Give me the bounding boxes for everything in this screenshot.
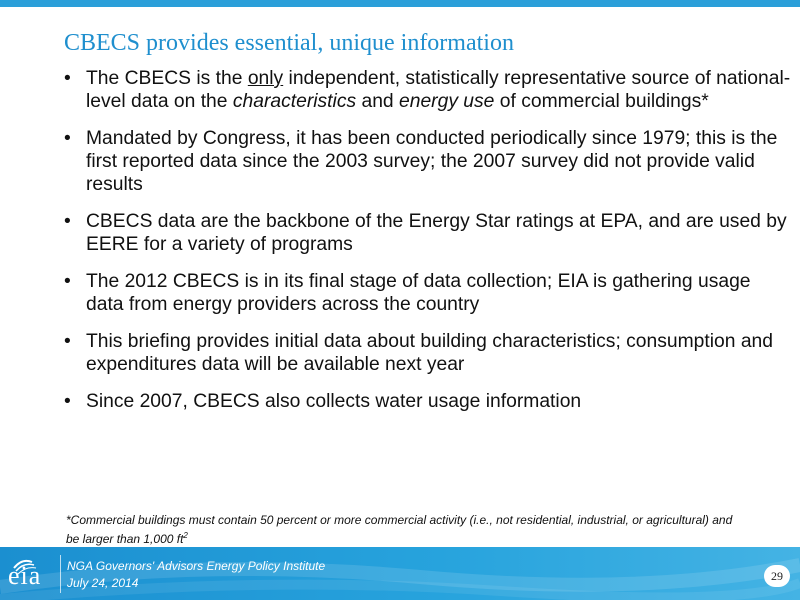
footer-pattern: [0, 547, 800, 600]
bullet-list: [62, 67, 792, 427]
bullet-text-underlined: only: [247, 68, 284, 89]
bullet-text: [86, 68, 790, 112]
bullet-marker: •: [64, 331, 71, 352]
footer-divider: [60, 555, 61, 593]
bullet-text: Since 2007, CBECS also collects water usage information: [86, 391, 582, 412]
bullet-marker: •: [64, 271, 71, 292]
bullet-text-segment: The CBECS is the: [86, 68, 248, 89]
footnote-text: *Commercial buildings must contain 50 percent or more commercial activity (i.e., not residential, industrial, or agricultural) and be larger than 1,000 ft: [66, 513, 733, 546]
bullet-text-segment: of commercial buildings*: [494, 91, 709, 112]
top-accent-bar: [0, 0, 800, 7]
footer-bar: [0, 547, 800, 600]
bullet-marker: •: [64, 391, 71, 412]
bullet-text: This briefing provides initial data about building characteristics; consumption and expenditures data will be available next year: [86, 331, 774, 375]
bullet-item: [62, 330, 792, 376]
bullet-marker: •: [64, 128, 71, 149]
bullet-item: [62, 67, 792, 113]
footnote-superscript: 2: [183, 531, 188, 540]
footer-event-name: NGA Governors' Advisors Energy Policy Institute: [67, 559, 326, 573]
footer-date: July 24, 2014: [67, 576, 139, 590]
bullet-item: [62, 270, 792, 316]
bullet-marker: •: [64, 68, 71, 89]
bullet-text-italic: energy use: [399, 91, 495, 112]
bullet-text-italic: characteristics: [232, 91, 357, 112]
bullet-text: CBECS data are the backbone of the Energy Star ratings at EPA, and are used by EERE for a variety of programs: [86, 211, 787, 255]
bullet-text-segment: independent, statistically representative source of national-level data on the: [86, 68, 791, 112]
bullet-item: [62, 210, 792, 256]
bullet-text-segment: and: [356, 91, 399, 112]
page-number: 29: [764, 565, 790, 587]
bullet-item: [62, 127, 792, 196]
slide-title: CBECS provides essential, unique information: [64, 30, 514, 56]
bullet-text: The 2012 CBECS is in its final stage of data collection; EIA is gathering usage data from energy providers across the country: [86, 271, 751, 315]
eia-logo-text: eia: [8, 561, 42, 590]
bullet-item: [62, 390, 792, 413]
bullet-marker: •: [64, 211, 71, 232]
footnote: [66, 512, 746, 547]
bullet-text: Mandated by Congress, it has been conducted periodically since 1979; this is the first reported data since the 2003 survey; the 2007 survey did not provide valid results: [86, 128, 778, 195]
